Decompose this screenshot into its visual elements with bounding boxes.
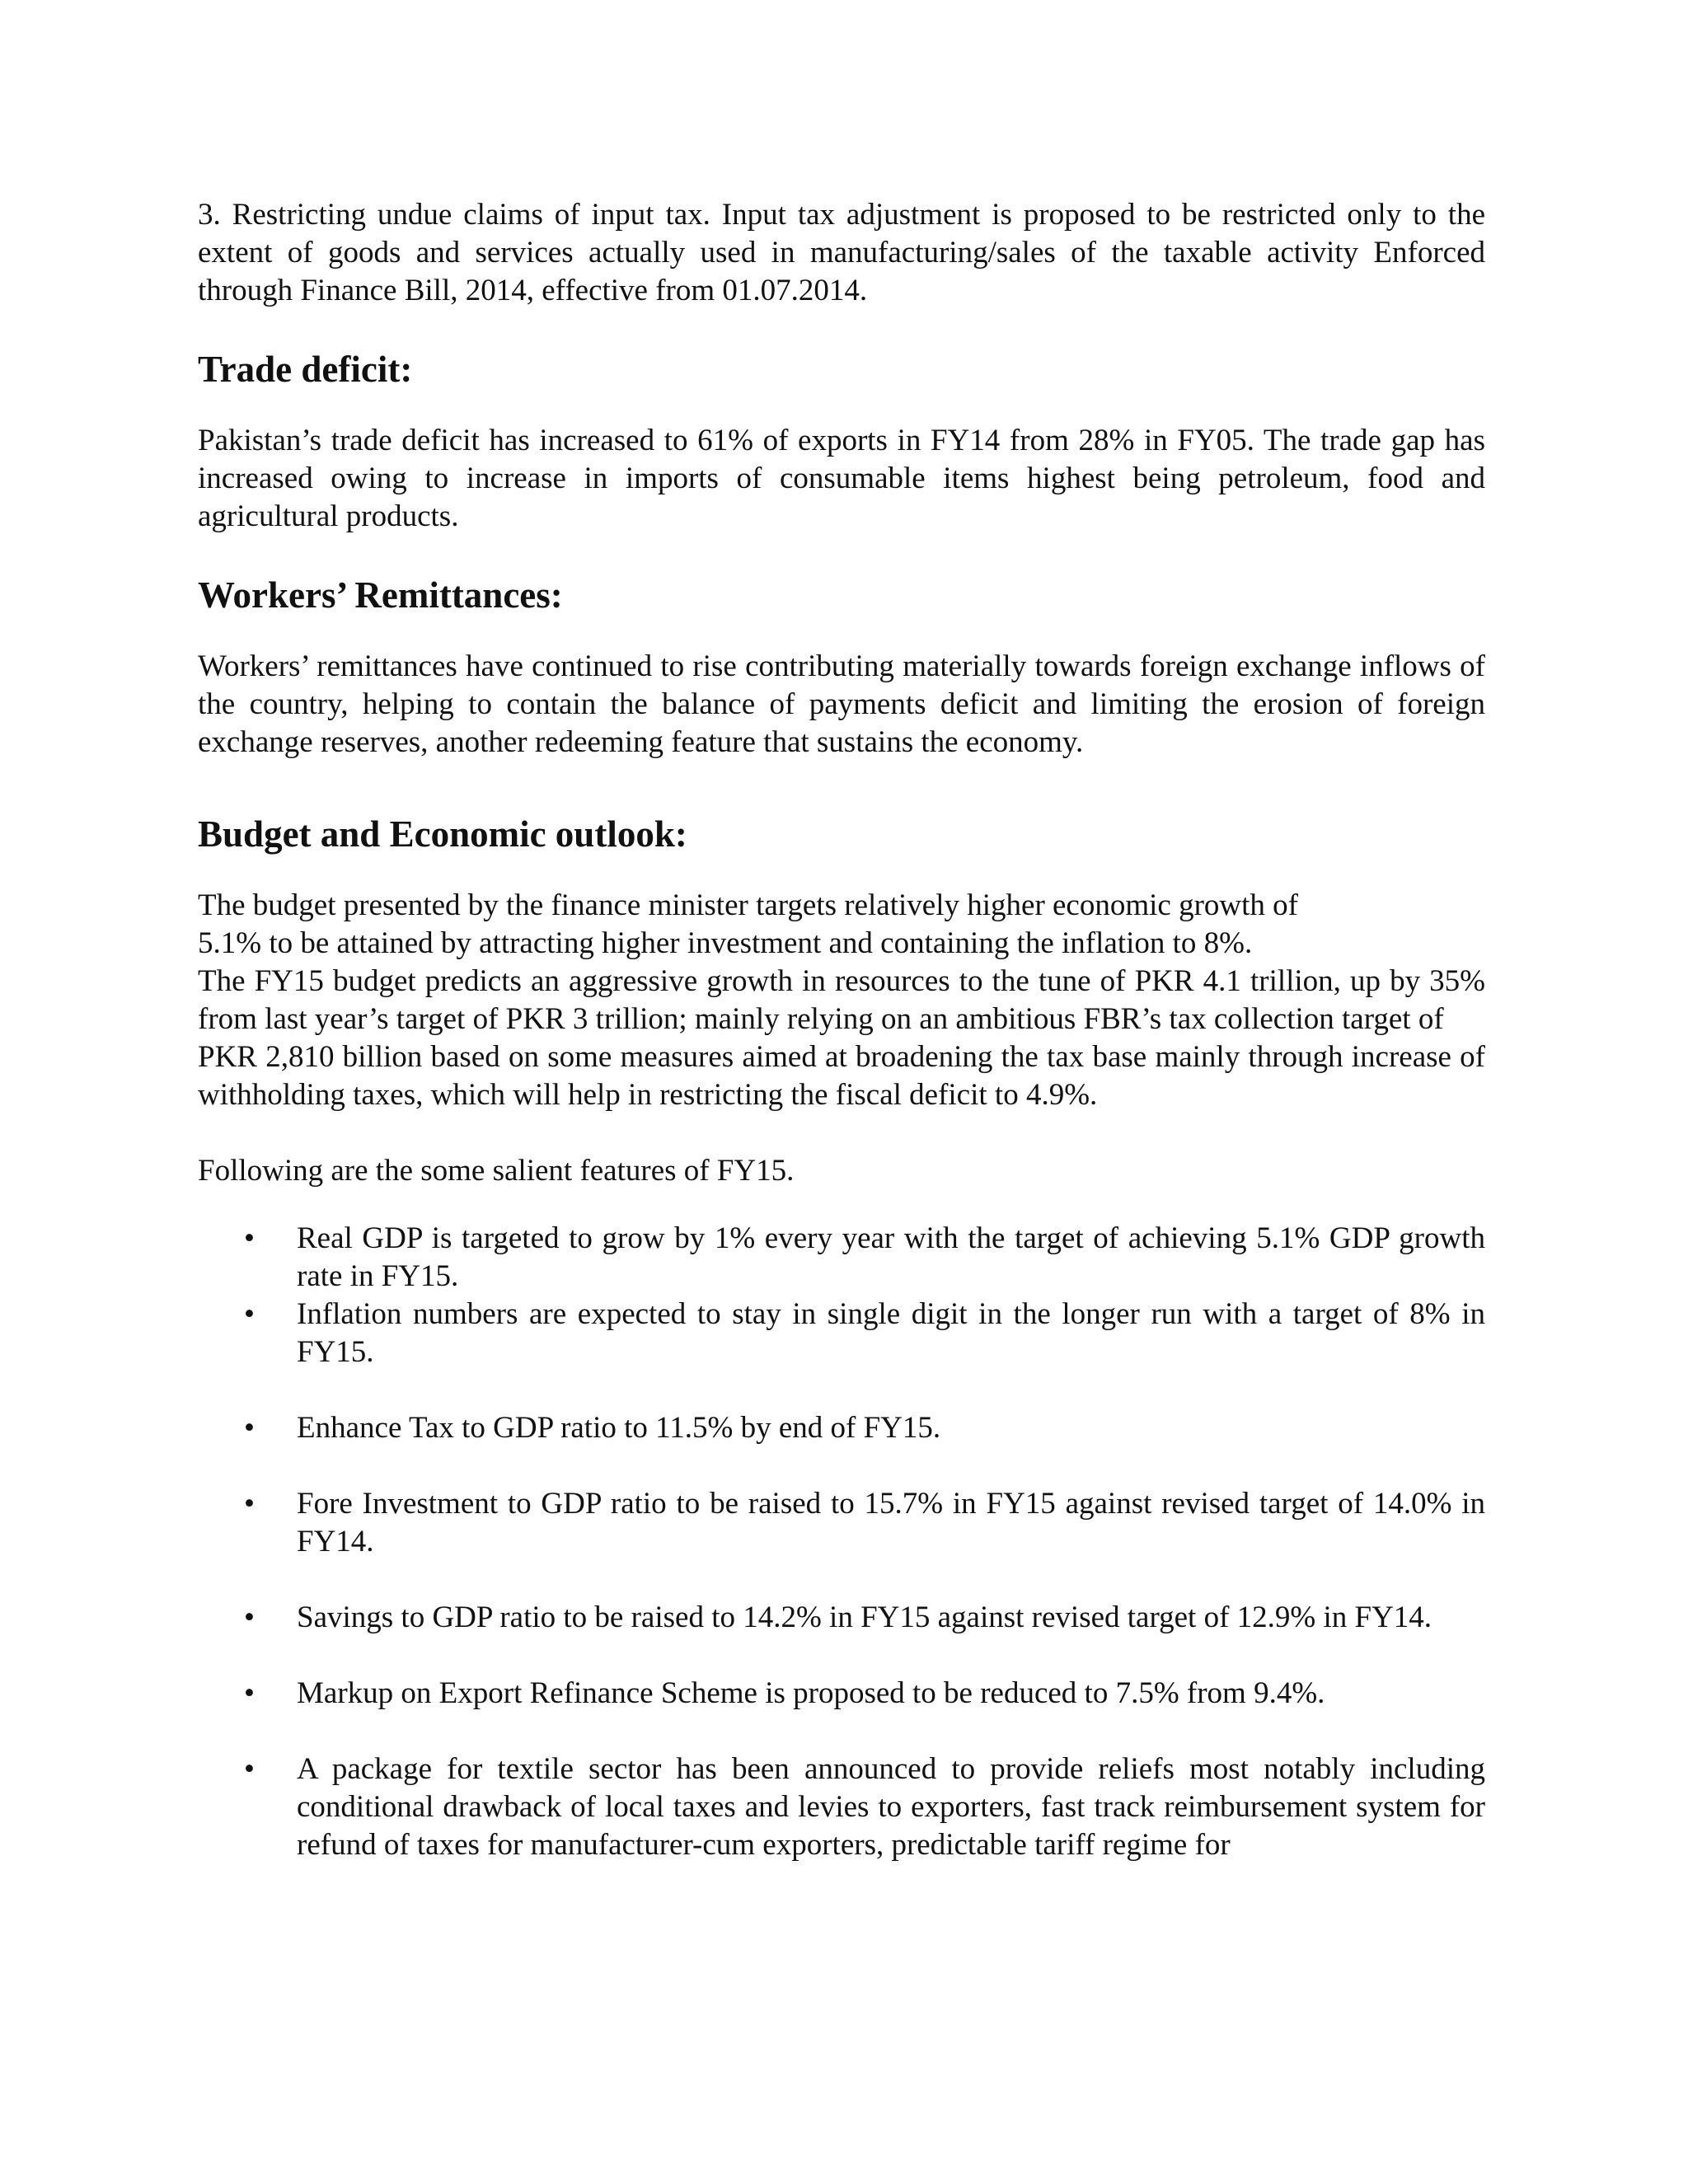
document-page: [198, 196, 1485, 1864]
budget-line-2: 5.1% to be attained by attracting higher investment and containing the inflation to 8%.: [198, 926, 1253, 960]
trade-deficit-paragraph: Pakistan’s trade deficit has increased to 61% of exports in FY14 from 28% in FY05. The trade gap has increased owing to increase in imports of consumable items highest being petroleum, food and agricultural products.: [198, 424, 1485, 533]
budget-paragraph-3: PKR 2,810 billion based on some measures aimed at broadening the tax base mainly through increase of withholding taxes, which will help in restricting the fiscal deficit to 4.9%.: [198, 1040, 1485, 1112]
list-item: [198, 1485, 1485, 1561]
bullet-icon: •: [244, 1411, 255, 1445]
list-item-text: Markup on Export Refinance Scheme is proposed to be reduced to 7.5% from 9.4%.: [297, 1676, 1325, 1710]
list-item: [198, 1750, 1485, 1864]
list-item-text: Inflation numbers are expected to stay in single digit in the longer run with a target of 8% in FY15.: [297, 1297, 1485, 1369]
remittances-paragraph: Workers’ remittances have continued to rise contributing materially towards foreign exchange inflows of the country, helping to contain the balance of payments deficit and limiting the erosion of foreign exchange reserves, another redeeming feature that sustains the economy.: [198, 649, 1485, 759]
budget-line-1: The budget presented by the finance minister targets relatively higher economic growth of: [198, 888, 1298, 922]
features-list: [198, 1220, 1485, 1864]
budget-heading: Budget and Economic outlook:: [198, 813, 687, 855]
list-item-text: Fore Investment to GDP ratio to be raised to 15.7% in FY15 against revised target of 14.0% in FY14.: [297, 1487, 1485, 1558]
list-item-text: A package for textile sector has been announced to provide reliefs most notably including conditional drawback of local taxes and levies to exporters, fast track reimbursement system for refund of taxes for manufacturer-cum exporters, predictable tariff regime for: [297, 1752, 1485, 1862]
remittances-heading: Workers’ Remittances:: [198, 574, 563, 616]
trade-deficit-heading: Trade deficit:: [198, 349, 413, 390]
bullet-icon: •: [244, 1676, 255, 1710]
list-item: [198, 1409, 1485, 1447]
bullet-icon: •: [244, 1297, 255, 1331]
bullet-icon: •: [244, 1221, 255, 1255]
budget-paragraph-2: The FY15 budget predicts an aggressive growth in resources to the tune of PKR 4.1 trillion, up by 35% from last year’s target of PKR 3 trillion; mainly relying on an ambitious FBR’s tax collection target of: [198, 964, 1485, 1036]
features-intro: Following are the some salient features of FY15.: [198, 1154, 795, 1188]
list-item-text: Savings to GDP ratio to be raised to 14.2% in FY15 against revised target of 12.9% in FY14.: [297, 1601, 1432, 1634]
input-tax-paragraph: 3. Restricting undue claims of input tax. Input tax adjustment is proposed to be restricted only to the extent of goods and services actually used in manufacturing/sales of the taxable activity Enforced through Finance Bill, 2014, effective from 01.07.2014.: [198, 198, 1485, 307]
list-item: [198, 1220, 1485, 1296]
list-item: [198, 1599, 1485, 1637]
list-item: [198, 1675, 1485, 1713]
list-item-text: Enhance Tax to GDP ratio to 11.5% by end of FY15.: [297, 1411, 941, 1445]
bullet-icon: •: [244, 1601, 255, 1634]
bullet-icon: •: [244, 1752, 255, 1786]
list-item-text: Real GDP is targeted to grow by 1% every year with the target of achieving 5.1% GDP growth rate in FY15.: [297, 1221, 1485, 1293]
bullet-icon: •: [244, 1487, 255, 1521]
list-item: [198, 1296, 1485, 1371]
